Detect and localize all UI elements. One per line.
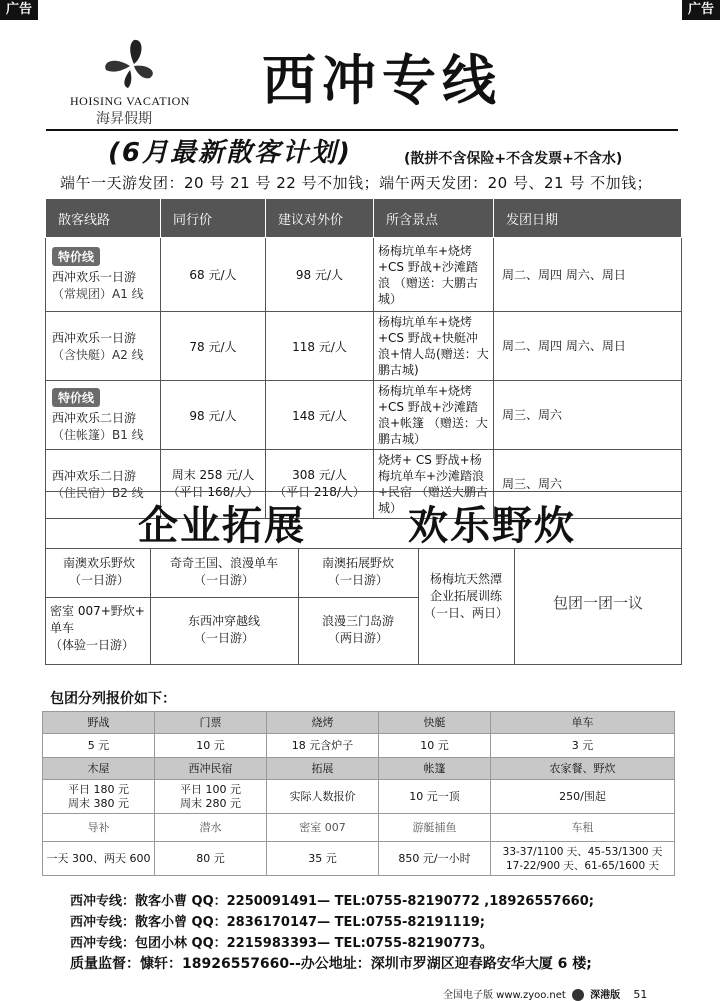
activity-duration: （一日游） — [193, 573, 254, 587]
route-code: （住民宿）B2 线 — [52, 486, 144, 500]
activity-name: 奇奇王国、浪漫单车 — [169, 556, 278, 570]
route-code: （含快艇）A2 线 — [52, 348, 144, 362]
item-header: 密室 007 — [267, 814, 379, 842]
departure-days: 周二、周四 周六、周日 — [494, 312, 682, 381]
retail-price: 118 元/人 — [266, 312, 374, 381]
promo-banner — [45, 491, 682, 548]
route-code: （常规团）A1 线 — [52, 287, 144, 301]
item-price: 18 元含炉子 — [267, 734, 379, 758]
page-title: 西冲专线 — [262, 49, 502, 112]
col-header: 同行价 — [161, 199, 266, 238]
item-price: 850 元/一小时 — [379, 842, 491, 876]
item-header: 烧烤 — [267, 712, 379, 734]
retail-price: 148 元/人 — [266, 381, 374, 450]
item-header: 木屋 — [43, 758, 155, 780]
activity-duration: （两日游） — [327, 631, 388, 645]
brand-name-cn: 海昇假期 — [96, 111, 152, 127]
route-name: 西冲欢乐二日游 — [52, 410, 137, 425]
item-price: 周末 280 元 — [180, 796, 241, 810]
item-header: 农家餐、野炊 — [491, 758, 675, 780]
item-price: 35 元 — [267, 842, 379, 876]
circle-logo-icon — [572, 989, 584, 1001]
activity-grid — [45, 548, 682, 665]
price-header-row — [43, 712, 675, 734]
trade-price: 78 元/人 — [161, 312, 266, 381]
item-header: 拓展 — [267, 758, 379, 780]
holiday-notice: 端午一天游发团：20 号 21 号 22 号不加钱；端午两天发团：20 号、21 号 不加钱； — [60, 174, 653, 192]
item-price: 一天 300、两天 600 — [43, 842, 155, 876]
activity-name-line2: 企业拓展训练 — [429, 589, 502, 603]
page-footer — [443, 986, 647, 1001]
item-header: 游艇捕鱼 — [379, 814, 491, 842]
activity-duration: （一日游） — [327, 573, 388, 587]
item-header: 西冲民宿 — [155, 758, 267, 780]
table-row — [46, 238, 682, 312]
col-header: 发团日期 — [494, 199, 682, 238]
item-price: 80 元 — [155, 842, 267, 876]
departure-days: 周二、周四 周六、周日 — [494, 238, 682, 312]
footer-site: 全国电子版 www.zyoo.net — [443, 990, 566, 1001]
table-row — [46, 312, 682, 381]
activity-name: 密室 007+野炊+ — [50, 604, 145, 618]
item-price: 实际人数报价 — [267, 780, 379, 814]
activity-duration: （体验一日游） — [50, 638, 135, 652]
item-price: 平日 180 元 — [68, 782, 129, 796]
contact-line: 质量监督：慷轩：18926557660--办公地址：深圳市罗湖区迎春路安华大厦 6 楼; — [70, 956, 592, 972]
schedule-note: (散拼不含保险+不含发票+不含水) — [404, 151, 623, 167]
activity-name: 南澳拓展野炊 — [321, 556, 394, 570]
col-header: 散客线路 — [46, 199, 161, 238]
scenic-spots: 烧烤+ CS 野战+杨梅坑单车+沙滩踏浪+民宿 （赠送大鹏古城） — [374, 450, 494, 519]
item-price: 3 元 — [491, 734, 675, 758]
departure-days: 周三、周六 — [494, 381, 682, 450]
item-price: 平日 100 元 — [180, 782, 241, 796]
item-header: 车租 — [491, 814, 675, 842]
price-row — [43, 734, 675, 758]
activity-duration: （一日、两日） — [423, 606, 508, 620]
contact-line: 西冲专线：包团小林 QQ：2215983393— TEL:0755-82190773。 — [70, 936, 493, 951]
item-price: 10 元 — [379, 734, 491, 758]
divider — [46, 129, 678, 131]
route-table — [45, 198, 682, 519]
trade-price: 98 元/人 — [161, 381, 266, 450]
activity-name: 东西冲穿越线 — [187, 614, 260, 628]
contact-list — [70, 891, 594, 975]
route-name: 西冲欢乐一日游 — [52, 270, 137, 284]
contact-line: 西冲专线：散客小曾 QQ：2836170147— TEL:0755-82191119; — [70, 915, 485, 930]
price-header-row — [43, 814, 675, 842]
brand-name-en: HOISING VACATION — [70, 94, 190, 108]
item-header: 导补 — [43, 814, 155, 842]
departure-days: 周三、周六 — [494, 450, 682, 519]
ad-label-left: 广告 — [0, 0, 38, 20]
trade-price-weekday: （平日 168/人） — [167, 485, 259, 499]
package-title: 包团分列报价如下： — [50, 691, 176, 707]
item-header: 单车 — [491, 712, 675, 734]
retail-price: 308 元/人 — [292, 468, 347, 482]
item-price: 250/围起 — [491, 780, 675, 814]
activity-name: 杨梅坑天然潭 — [429, 572, 502, 586]
trade-price: 周末 258 元/人 — [171, 468, 255, 482]
item-price: 10 元 — [155, 734, 267, 758]
schedule-subtitle: (6月最新散客计划) — [108, 138, 352, 168]
car-rental-price: 33-37/1100 天、45-53/1300 天 — [502, 845, 663, 858]
item-price: 5 元 — [43, 734, 155, 758]
scenic-spots: 杨梅坑单车+烧烤+CS 野战+沙滩踏浪+帐篷 （赠送：大鹏古城） — [374, 381, 494, 450]
item-price: 10 元一顶 — [379, 780, 491, 814]
scenic-spots: 杨梅坑单车+烧烤+CS 野战+沙滩踏浪 （赠送：大鹏古城） — [374, 238, 494, 312]
scenic-spots: 杨梅坑单车+烧烤+CS 野战+快艇冲浪+情人岛(赠送：大鹏古城) — [374, 312, 494, 381]
route-name: 西冲欢乐一日游 — [52, 331, 137, 345]
activity-name: 南澳欢乐野炊 — [62, 556, 135, 570]
table-row — [46, 381, 682, 450]
retail-price-weekday: （平日 218/人） — [274, 485, 365, 499]
item-header: 野战 — [43, 712, 155, 734]
footer-edition: 深港版 — [590, 990, 621, 1001]
ad-label-right: 广告 — [682, 0, 720, 20]
route-code: （住帐篷）B1 线 — [52, 427, 144, 442]
activity-name-line2: 单车 — [50, 621, 75, 635]
special-badge: 特价线 — [52, 388, 100, 407]
item-header: 快艇 — [379, 712, 491, 734]
package-price-table — [42, 711, 675, 876]
table-header-row — [46, 199, 682, 238]
group-quote-note: 包团一团一议 — [552, 594, 643, 612]
item-header: 潜水 — [155, 814, 267, 842]
trade-price: 68 元/人 — [161, 238, 266, 312]
activity-duration: （一日游） — [68, 573, 129, 587]
item-header: 门票 — [155, 712, 267, 734]
page-number: 51 — [633, 988, 648, 1001]
retail-price: 98 元/人 — [266, 238, 374, 312]
special-badge: 特价线 — [52, 247, 100, 266]
item-header: 帐篷 — [379, 758, 491, 780]
butterfly-logo-icon — [100, 38, 160, 90]
banner-right-text: 欢乐野炊 — [408, 502, 576, 549]
contact-line: 西冲专线：散客小曹 QQ：2250091491— TEL:0755-82190772 ,18926557660; — [70, 894, 594, 909]
activity-duration: （一日游） — [193, 631, 254, 645]
col-header: 建议对外价 — [266, 199, 374, 238]
car-rental-price: 17-22/900 天、61-65/1600 天 — [505, 859, 660, 872]
price-row — [43, 780, 675, 814]
col-header: 所含景点 — [374, 199, 494, 238]
item-price: 周末 380 元 — [68, 796, 129, 810]
activity-name: 浪漫三门岛游 — [321, 614, 394, 628]
banner-left-text: 企业拓展 — [138, 502, 306, 549]
price-row — [43, 842, 675, 876]
route-name: 西冲欢乐二日游 — [52, 469, 137, 483]
price-header-row — [43, 758, 675, 780]
